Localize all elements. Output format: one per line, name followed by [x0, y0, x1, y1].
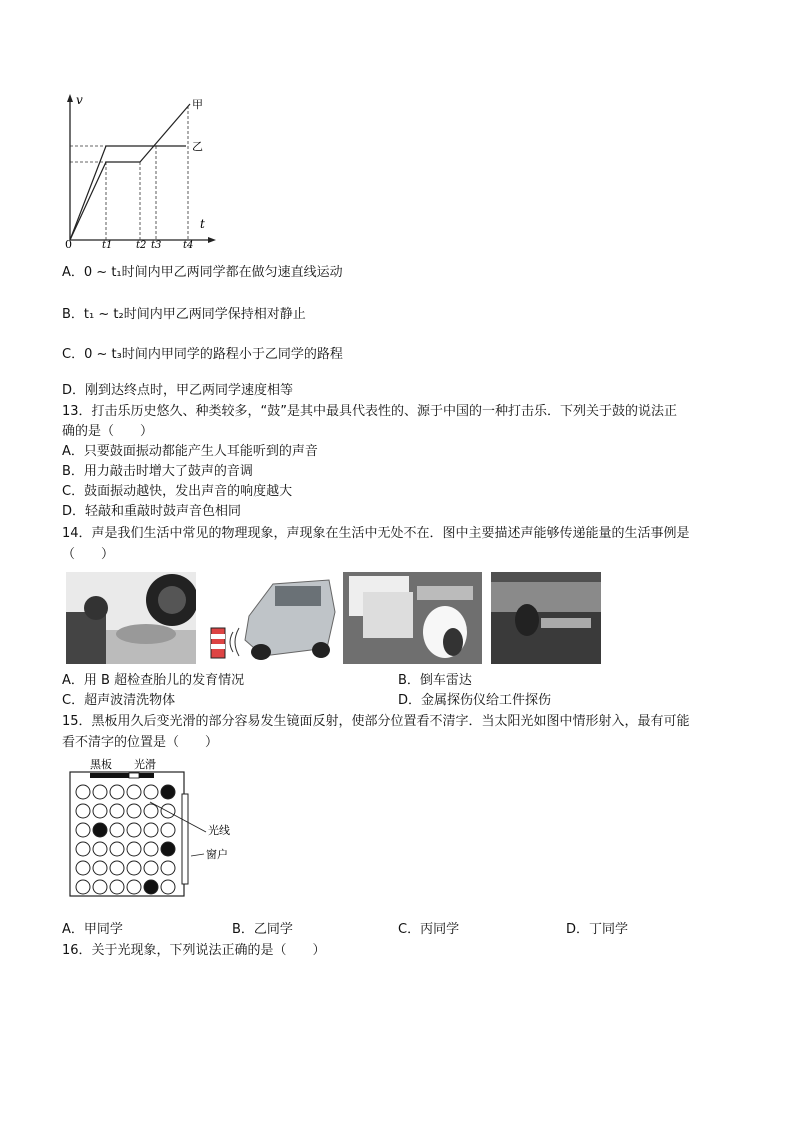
q14-option-d: D．金属探伤仪给工件探伤 — [398, 693, 552, 708]
seat — [93, 842, 107, 856]
q15-option-b: B．乙同学 — [232, 922, 293, 937]
seat — [127, 861, 141, 875]
q13-stem-line2: 确的是（ ） — [62, 424, 154, 439]
v-axis-arrow — [67, 94, 73, 102]
q15-option-d: D．丁同学 — [566, 922, 629, 937]
label-window: 窗户 — [206, 848, 228, 861]
q15-option-a: A．甲同学 — [62, 922, 123, 937]
seat — [144, 785, 158, 799]
photo-reverse-radar — [203, 572, 337, 664]
seat — [76, 785, 90, 799]
seat — [110, 823, 124, 837]
q13-option-c: C．鼓面振动越快，发出声音的响度越大 — [62, 484, 293, 499]
q12-option-d: D．刚到达终点时，甲乙两同学速度相等 — [62, 383, 294, 398]
photo-metal-flaw-detector — [491, 572, 601, 664]
label-jia: 甲 — [192, 98, 203, 111]
q12-option-a: A．0 ~ t₁时间内甲乙两同学都在做匀速直线运动 — [62, 265, 343, 280]
line-yi — [70, 146, 186, 240]
label-light: 光线 — [208, 824, 230, 837]
seat — [127, 880, 141, 894]
q13-option-a: A．只要鼓面振动都能产生人耳能听到的声音 — [62, 444, 318, 459]
q15-stem-line1: 15．黑板用久后变光滑的部分容易发生镜面反射，使部分位置看不清字．当太阳光如图中情形射入，最有可能 — [62, 714, 690, 729]
seat — [93, 861, 107, 875]
t-axis-arrow — [208, 237, 216, 243]
seat-grid — [76, 785, 175, 894]
q14-option-a: A．用 B 超检查胎儿的发育情况 — [62, 673, 245, 688]
origin-label: 0 — [65, 238, 72, 250]
seat — [127, 823, 141, 837]
seat — [110, 880, 124, 894]
seat-marked — [93, 823, 107, 837]
q14-option-b: B．倒车雷达 — [398, 673, 472, 688]
q15-option-c: C．丙同学 — [398, 922, 460, 937]
seat — [144, 823, 158, 837]
seat — [76, 804, 90, 818]
q14-option-c: C．超声波清洗物体 — [62, 693, 176, 708]
q16-stem: 16．关于光现象，下列说法正确的是（ ） — [62, 943, 326, 958]
q12-option-b: B．t₁ ~ t₂时间内甲乙两同学保持相对静止 — [62, 307, 306, 322]
q14-stem-line2: （ ） — [62, 547, 115, 562]
q13-option-b: B．用力敲击时增大了鼓声的音调 — [62, 464, 253, 479]
seat-marked — [161, 842, 175, 856]
seat — [93, 880, 107, 894]
seat — [127, 804, 141, 818]
q13-stem-line1: 13．打击乐历史悠久、种类较多，“鼓”是其中最具代表性的、源于中国的一种打击乐．下列关于鼓的说法正 — [62, 404, 678, 419]
seat — [110, 842, 124, 856]
tick-t2: t2 — [136, 240, 147, 250]
window-bar — [182, 794, 188, 884]
seat — [93, 804, 107, 818]
seat — [144, 842, 158, 856]
smooth-section — [129, 773, 139, 778]
classroom-diagram — [66, 756, 256, 906]
label-smooth: 光滑 — [134, 758, 156, 771]
vt-graph — [58, 92, 218, 250]
seat — [161, 880, 175, 894]
label-blackboard: 黑板 — [90, 758, 112, 771]
seat — [144, 804, 158, 818]
photo-b-ultrasound — [66, 572, 196, 664]
seat-marked — [144, 880, 158, 894]
q14-stem-line1: 14．声是我们生活中常见的物理现象，声现象在生活中无处不在．图中主要描述声能够传递能量的生活事例是 — [62, 526, 690, 541]
seat — [76, 842, 90, 856]
seat — [76, 823, 90, 837]
tick-t1: t1 — [102, 240, 113, 250]
seat — [110, 861, 124, 875]
seat — [127, 785, 141, 799]
axis-label-t: t — [200, 217, 205, 231]
seat — [161, 861, 175, 875]
line-jia — [70, 104, 190, 240]
seat — [76, 861, 90, 875]
photo-ultrasonic-cleaning — [343, 572, 482, 664]
seat-marked — [161, 785, 175, 799]
seat — [76, 880, 90, 894]
blackboard-bar — [90, 773, 154, 778]
label-yi: 乙 — [192, 140, 203, 153]
seat — [144, 861, 158, 875]
tick-t4: t4 — [183, 240, 194, 250]
q15-stem-line2: 看不清字的位置是（ ） — [62, 735, 219, 750]
seat — [161, 823, 175, 837]
seat — [161, 804, 175, 818]
light-ray — [150, 802, 206, 832]
seat — [110, 785, 124, 799]
axis-label-v: v — [76, 93, 83, 107]
seat — [110, 804, 124, 818]
seat — [93, 785, 107, 799]
q13-option-d: D．轻敲和重敲时鼓声音色相同 — [62, 504, 242, 519]
q12-option-c: C．0 ~ t₃时间内甲同学的路程小于乙同学的路程 — [62, 347, 343, 362]
seat — [127, 842, 141, 856]
tick-t3: t3 — [151, 240, 162, 250]
